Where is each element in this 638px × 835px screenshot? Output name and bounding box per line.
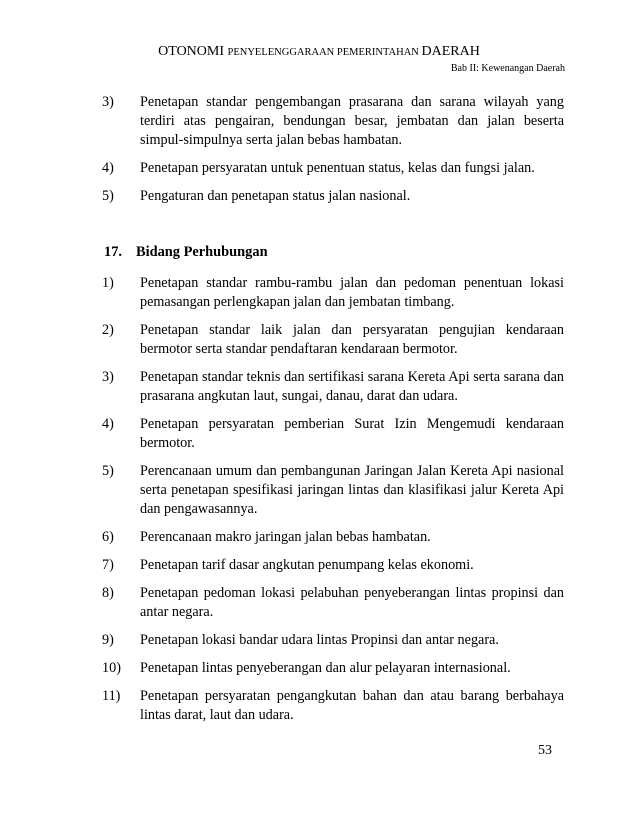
list-item <box>102 462 564 519</box>
list-item-number: 4) <box>102 416 114 432</box>
list-item-text: Penetapan standar rambu-rambu jalan dan pedoman penentuan lokasi pemasangan perlengkapan jalan dan jembatan timbang. <box>140 275 564 310</box>
list-item-number: 10) <box>102 660 121 676</box>
list-item <box>102 368 564 406</box>
list-item-text: Penetapan pedoman lokasi pelabuhan penyeberangan lintas propinsi dan antar negara. <box>140 585 564 620</box>
section-number: 17. <box>104 244 122 260</box>
running-header <box>0 44 638 61</box>
list-item-text: Perencanaan umum dan pembangunan Jaringan Jalan Kereta Api nasional serta penetapan spesifikasi jaringan lintas dan klasifikasi jalur Kereta Api dan pengawasannya. <box>140 463 564 517</box>
list-continued <box>102 93 564 206</box>
list-item-text: Penetapan persyaratan untuk penentuan status, kelas dan fungsi jalan. <box>140 160 535 176</box>
list-item-number: 5) <box>102 463 114 479</box>
list-item <box>102 556 564 575</box>
list-item-text: Pengaturan dan penetapan status jalan nasional. <box>140 188 411 204</box>
section-list <box>102 274 564 725</box>
section-title: Bidang Perhubungan <box>136 244 268 260</box>
list-item-number: 2) <box>102 322 114 338</box>
header-title-part2: PENYELENGGARAAN PEMERINTAHAN <box>227 47 422 58</box>
list-item <box>102 415 564 453</box>
list-item-text: Penetapan standar teknis dan sertifikasi sarana Kereta Api serta sarana dan prasarana angkutan laut, sungai, danau, darat dan udara. <box>140 369 564 404</box>
list-item-number: 5) <box>102 188 114 204</box>
list-item-text: Perencanaan makro jaringan jalan bebas hambatan. <box>140 529 431 545</box>
list-item-text: Penetapan tarif dasar angkutan penumpang kelas ekonomi. <box>140 557 474 573</box>
list-item-number: 1) <box>102 275 114 291</box>
list-item <box>102 687 564 725</box>
list-item <box>102 631 564 650</box>
list-item-number: 3) <box>102 369 114 385</box>
header-title-part1: OTONOMI <box>158 44 228 59</box>
list-item-text: Penetapan lintas penyeberangan dan alur pelayaran internasional. <box>140 660 511 676</box>
list-item <box>102 584 564 622</box>
list-item-number: 11) <box>102 688 121 704</box>
header-subtitle: Bab II: Kewenangan Daerah <box>450 63 565 74</box>
list-item <box>102 528 564 547</box>
list-item-text: Penetapan lokasi bandar udara lintas Propinsi dan antar negara. <box>140 632 499 648</box>
list-item-number: 3) <box>102 94 114 110</box>
list-item <box>102 321 564 359</box>
list-item-number: 6) <box>102 529 114 545</box>
list-item-number: 7) <box>102 557 114 573</box>
list-item-text: Penetapan persyaratan pemberian Surat Izin Mengemudi kendaraan bermotor. <box>140 416 564 451</box>
list-item <box>102 187 564 206</box>
list-item <box>102 93 564 150</box>
page-number: 53 <box>538 743 552 758</box>
section-heading <box>104 243 268 262</box>
header-title-part3: DAERAH <box>421 44 480 59</box>
list-item <box>102 274 564 312</box>
list-item <box>102 159 564 178</box>
list-item-number: 4) <box>102 160 114 176</box>
list-item-number: 8) <box>102 585 114 601</box>
list-item-number: 9) <box>102 632 114 648</box>
list-item-text: Penetapan persyaratan pengangkutan bahan dan atau barang berbahaya lintas darat, laut dan udara. <box>140 688 564 723</box>
list-item-text: Penetapan standar pengembangan prasarana dan sarana wilayah yang terdiri atas pengairan, bendungan besar, jembatan dan jalan beserta simpul-simpulnya serta jalan bebas hambatan. <box>140 94 564 148</box>
list-item-text: Penetapan standar laik jalan dan persyaratan pengujian kendaraan bermotor serta standar pendaftaran kendaraan bermotor. <box>140 322 564 357</box>
list-item <box>102 659 564 678</box>
